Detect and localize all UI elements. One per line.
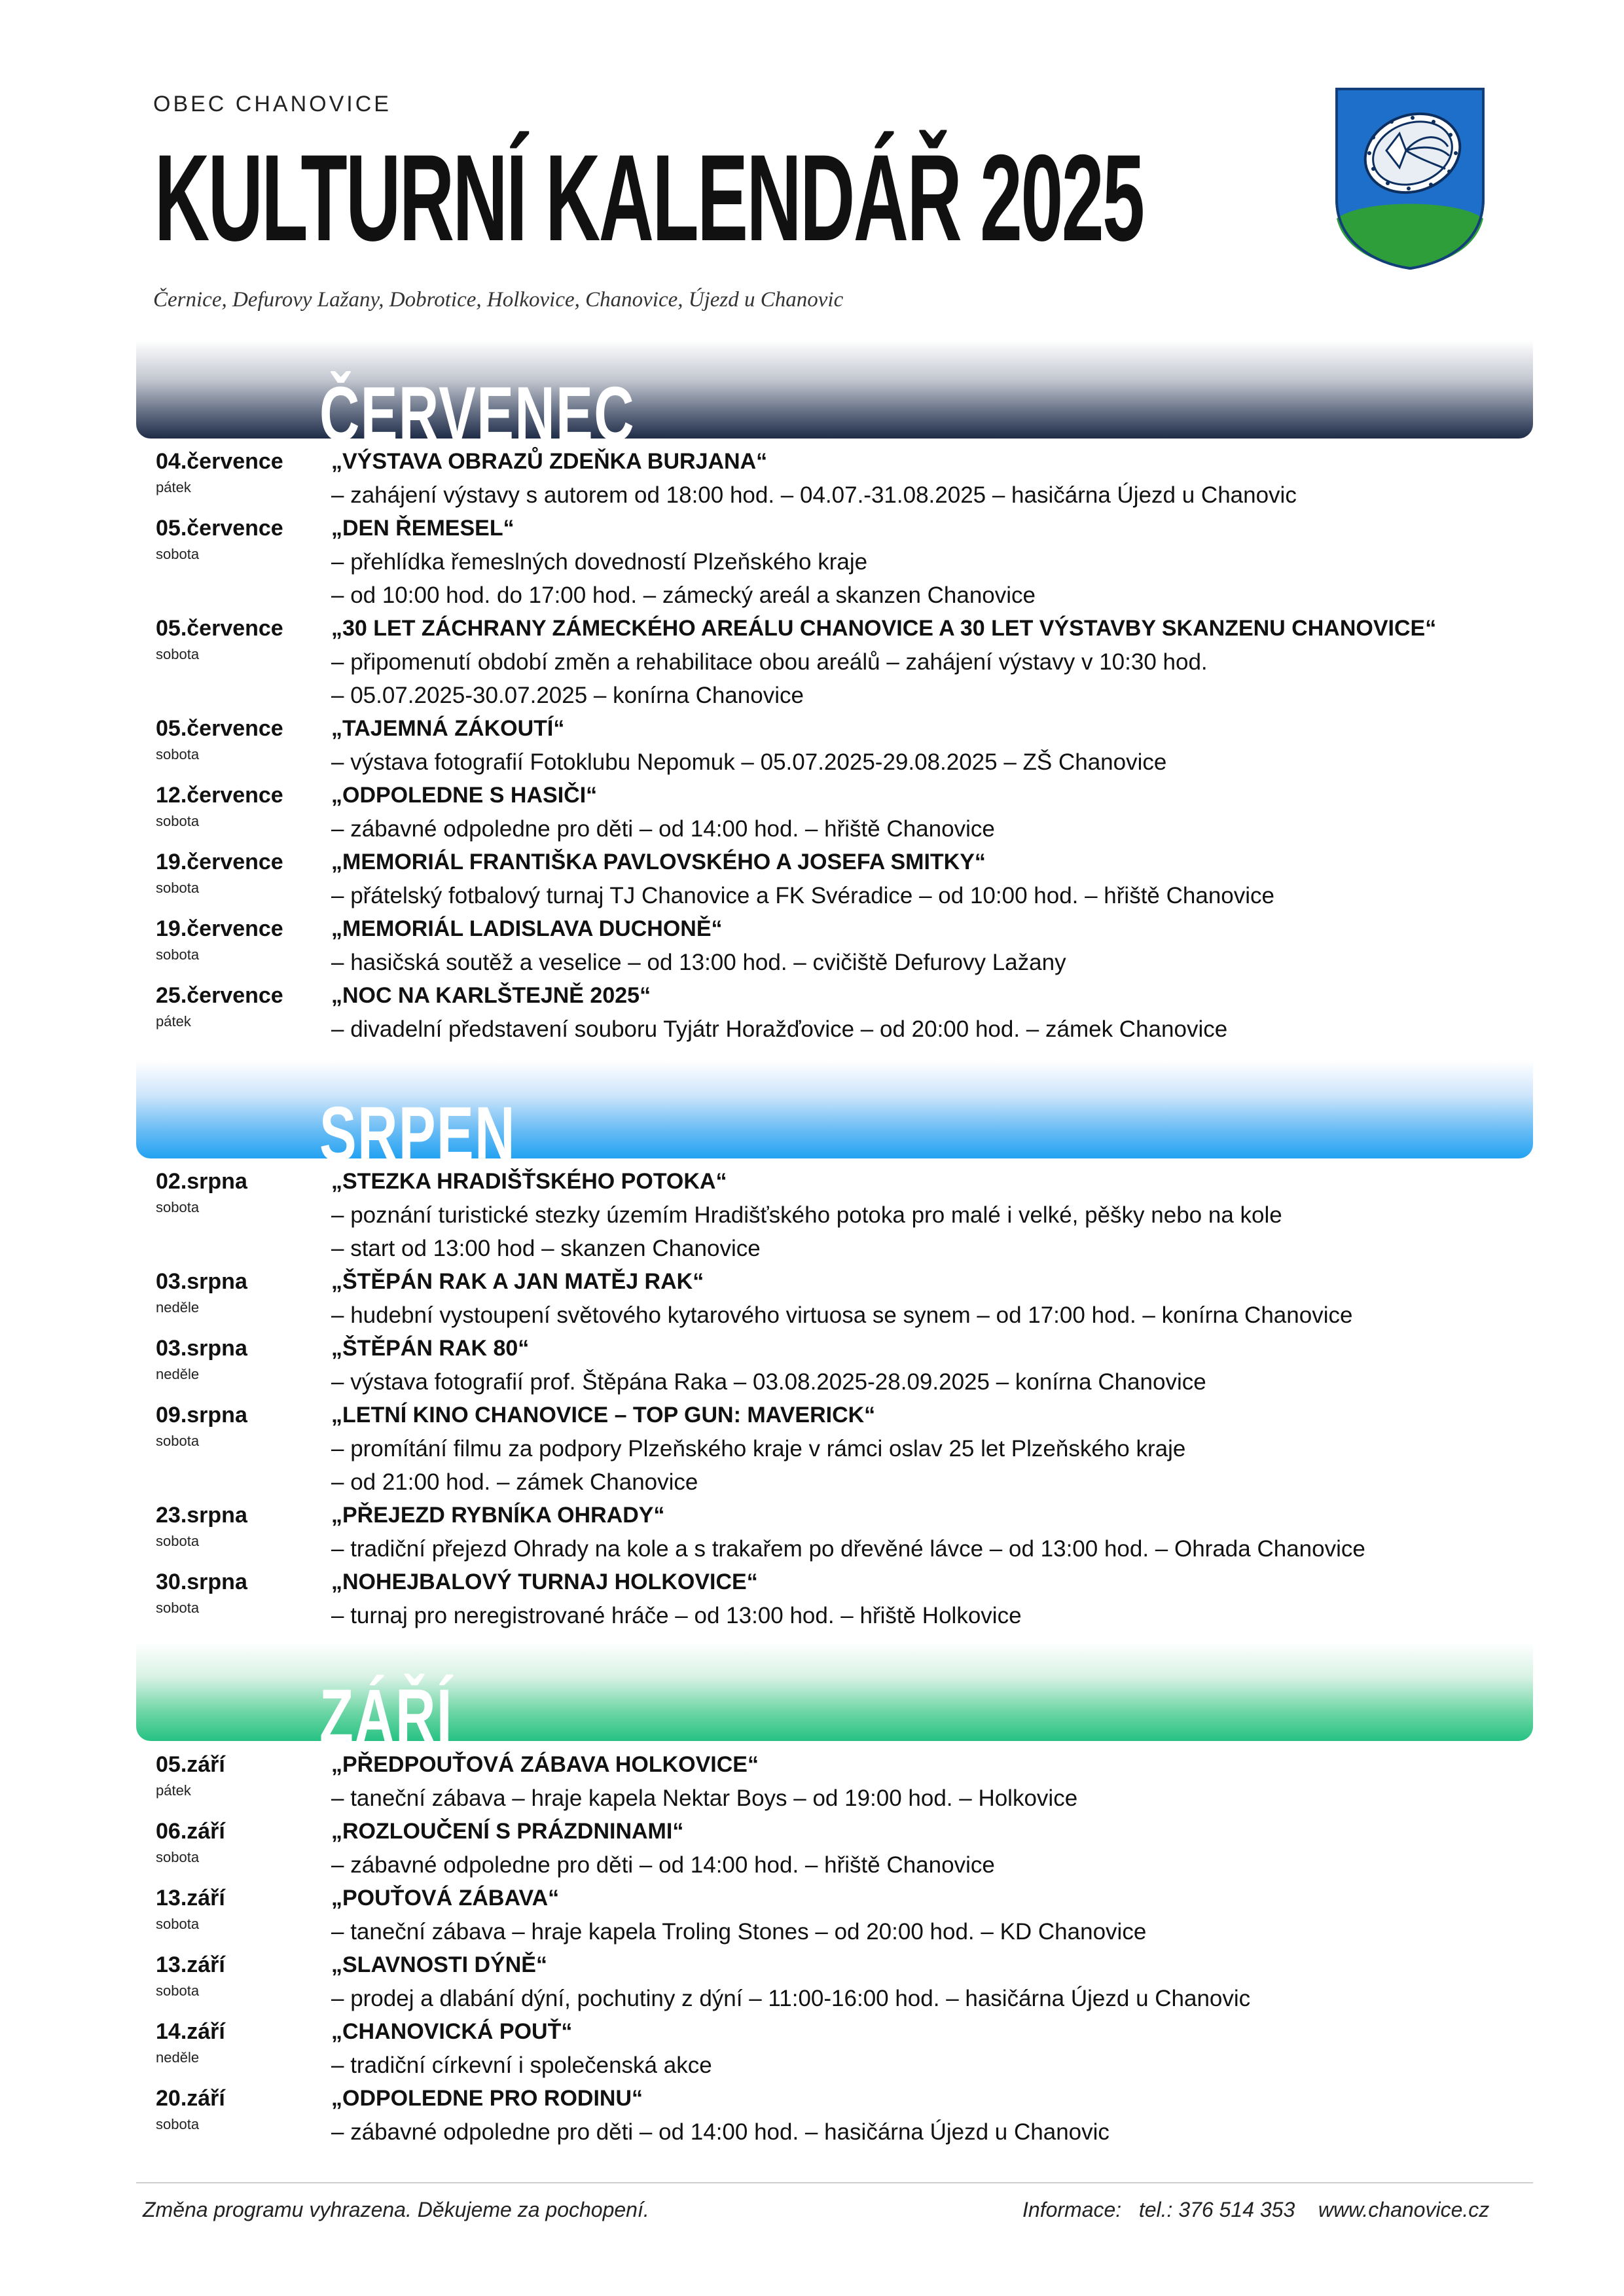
- event-detail: – prodej a dlabání dýní, pochutiny z dýní – 11:00-16:00 hod. – hasičárna Újezd u Chanovic: [331, 1986, 1251, 2011]
- event-date: 19.července: [156, 850, 283, 874]
- event-detail: – připomenutí období změn a rehabilitace obou areálů – zahájení výstavy v 10:30 hod.: [331, 649, 1208, 675]
- event-detail: – od 10:00 hod. do 17:00 hod. – zámecký areál a skanzen Chanovice: [331, 583, 1036, 608]
- event-date: 19.července: [156, 916, 283, 941]
- month-band-august: [136, 1060, 1533, 1177]
- event-date: 03.srpna: [156, 1336, 247, 1361]
- municipality-name: OBEC CHANOVICE: [153, 92, 391, 117]
- event-day: sobota: [156, 646, 200, 662]
- event-detail: – zábavné odpoledne pro děti – od 14:00 hod. – hasičárna Újezd u Chanovic: [331, 2119, 1110, 2145]
- event-date: 20.září: [156, 2086, 225, 2111]
- event-title: „DEN ŘEMESEL“: [331, 516, 514, 541]
- event-title: „ROZLOUČENÍ S PRÁZDNINAMI“: [331, 1819, 684, 1844]
- footer-contact: Informace: tel.: 376 514 353 www.chanovice.cz: [1022, 2198, 1490, 2221]
- event-day: neděle: [156, 1366, 200, 1382]
- event-title: „ŠTĚPÁN RAK A JAN MATĚJ RAK“: [331, 1269, 704, 1294]
- event-date: 30.srpna: [156, 1570, 247, 1594]
- event-detail: – 05.07.2025-30.07.2025 – konírna Chanovice: [331, 683, 804, 708]
- event-title: „SLAVNOSTI DÝNĚ“: [331, 1952, 547, 1977]
- month-band-september: [136, 1643, 1533, 1760]
- villages-subtitle: Černice, Defurovy Lažany, Dobrotice, Holkovice, Chanovice, Újezd u Chanovic: [153, 288, 844, 312]
- event-detail: – taneční zábava – hraje kapela Troling Stones – od 20:00 hod. – KD Chanovice: [331, 1919, 1147, 1945]
- event-detail: – promítání filmu za podpory Plzeňského kraje v rámci oslav 25 let Plzeňského kraje: [331, 1436, 1186, 1462]
- event-title: „STEZKA HRADIŠŤSKÉHO POTOKA“: [331, 1169, 727, 1194]
- event-day: neděle: [156, 1299, 200, 1316]
- event-date: 05.července: [156, 616, 283, 641]
- event-date: 02.srpna: [156, 1169, 247, 1194]
- event-detail: – start od 13:00 hod – skanzen Chanovice: [331, 1236, 761, 1261]
- event-title: „CHANOVICKÁ POUŤ“: [331, 2019, 573, 2044]
- event-title: „MEMORIÁL FRANTIŠKA PAVLOVSKÉHO A JOSEFA SMITKY“: [331, 850, 986, 874]
- event-title: „ŠTĚPÁN RAK 80“: [331, 1336, 530, 1361]
- event-detail: – výstava fotografií Fotoklubu Nepomuk – 05.07.2025-29.08.2025 – ZŠ Chanovice: [331, 749, 1167, 775]
- event-detail: – zábavné odpoledne pro děti – od 14:00 hod. – hřiště Chanovice: [331, 1852, 995, 1878]
- coat-of-arms-logo: [1335, 88, 1485, 270]
- event-title: „TAJEMNÁ ZÁKOUTÍ“: [331, 716, 565, 741]
- event-detail: – hudební vystoupení světového kytarového virtuosa se synem – od 17:00 hod. – konírna Chanovice: [331, 1302, 1353, 1328]
- event-day: sobota: [156, 880, 200, 896]
- event-title: „NOC NA KARLŠTEJNĚ 2025“: [331, 983, 651, 1008]
- event-day: sobota: [156, 946, 200, 963]
- month-band-july: [136, 340, 1533, 457]
- event-title: „30 LET ZÁCHRANY ZÁMECKÉHO AREÁLU CHANOVICE A 30 LET VÝSTAVBY SKANZENU CHANOVICE“: [331, 616, 1437, 641]
- event-detail: – od 21:00 hod. – zámek Chanovice: [331, 1469, 698, 1495]
- event-day: sobota: [156, 813, 200, 829]
- event-detail: – zahájení výstavy s autorem od 18:00 hod. – 04.07.-31.08.2025 – hasičárna Újezd u Chanovic: [331, 482, 1297, 508]
- event-day: sobota: [156, 1533, 200, 1549]
- event-detail: – tradiční církevní i společenská akce: [331, 2053, 712, 2078]
- event-detail: – přátelský fotbalový turnaj TJ Chanovice a FK Svéradice – od 10:00 hod. – hřiště Chanovice: [331, 883, 1274, 908]
- event-date: 13.září: [156, 1886, 225, 1910]
- event-title: „PŘEJEZD RYBNÍKA OHRADY“: [331, 1503, 665, 1528]
- event-date: 05.července: [156, 516, 283, 541]
- page-title: KULTURNÍ KALENDÁŘ 2025: [154, 129, 1144, 266]
- event-detail: – výstava fotografií prof. Štěpána Raka – 03.08.2025-28.09.2025 – konírna Chanovice: [331, 1369, 1206, 1395]
- event-date: 25.července: [156, 983, 283, 1008]
- event-date: 05.července: [156, 716, 283, 741]
- event-date: 04.července: [156, 449, 283, 474]
- event-title: „NOHEJBALOVÝ TURNAJ HOLKOVICE“: [331, 1570, 758, 1594]
- event-date: 23.srpna: [156, 1503, 247, 1528]
- event-day: sobota: [156, 746, 200, 762]
- event-date: 12.července: [156, 783, 283, 808]
- event-title: „ODPOLEDNE S HASIČI“: [331, 783, 598, 808]
- event-day: sobota: [156, 1916, 200, 1932]
- month-label-september: ZÁŘÍ: [319, 1674, 453, 1760]
- event-date: 06.září: [156, 1819, 225, 1844]
- event-title: „PŘEDPOUŤOVÁ ZÁBAVA HOLKOVICE“: [331, 1752, 759, 1777]
- event-day: sobota: [156, 1600, 200, 1616]
- event-day: sobota: [156, 1199, 200, 1215]
- event-day: pátek: [156, 1782, 191, 1799]
- event-date: 14.září: [156, 2019, 225, 2044]
- footer-note: Změna programu vyhrazena. Děkujeme za pochopení.: [143, 2198, 649, 2221]
- event-detail: – hasičská soutěž a veselice – od 13:00 hod. – cvičiště Defurovy Lažany: [331, 950, 1066, 975]
- event-detail: – zábavné odpoledne pro děti – od 14:00 hod. – hřiště Chanovice: [331, 816, 995, 842]
- event-title: „POUŤOVÁ ZÁBAVA“: [331, 1886, 560, 1910]
- event-detail: – přehlídka řemeslných dovedností Plzeňského kraje: [331, 549, 868, 575]
- event-date: 05.září: [156, 1752, 225, 1777]
- event-detail: – tradiční přejezd Ohrady na kole a s trakařem po dřevěné lávce – od 13:00 hod. – Ohrada Chanovice: [331, 1536, 1365, 1562]
- event-day: sobota: [156, 1982, 200, 1999]
- event-date: 13.září: [156, 1952, 225, 1977]
- event-detail: – turnaj pro neregistrované hráče – od 13:00 hod. – hřiště Holkovice: [331, 1603, 1022, 1628]
- event-title: „VÝSTAVA OBRAZŮ ZDEŇKA BURJANA“: [331, 449, 768, 474]
- event-date: 03.srpna: [156, 1269, 247, 1294]
- event-detail: – divadelní představení souboru Tyjátr Horažďovice – od 20:00 hod. – zámek Chanovice: [331, 1016, 1228, 1042]
- event-day: sobota: [156, 1433, 200, 1449]
- event-day: sobota: [156, 546, 200, 562]
- event-day: sobota: [156, 2116, 200, 2132]
- event-day: neděle: [156, 2049, 200, 2066]
- event-date: 09.srpna: [156, 1403, 247, 1427]
- event-title: „LETNÍ KINO CHANOVICE – TOP GUN: MAVERICK“: [331, 1403, 876, 1427]
- event-day: pátek: [156, 1013, 191, 1030]
- event-detail: – taneční zábava – hraje kapela Nektar Boys – od 19:00 hod. – Holkovice: [331, 1785, 1078, 1811]
- event-title: „MEMORIÁL LADISLAVA DUCHONĚ“: [331, 916, 723, 941]
- event-day: pátek: [156, 479, 191, 495]
- month-label-july: ČERVENEC: [319, 371, 636, 457]
- event-day: sobota: [156, 1849, 200, 1865]
- event-detail: – poznání turistické stezky územím Hradišťského potoka pro malé i velké, pěšky nebo na kole: [331, 1202, 1282, 1228]
- footer-divider: [136, 2182, 1533, 2183]
- month-label-august: SRPEN: [319, 1091, 516, 1177]
- event-title: „ODPOLEDNE PRO RODINU“: [331, 2086, 643, 2111]
